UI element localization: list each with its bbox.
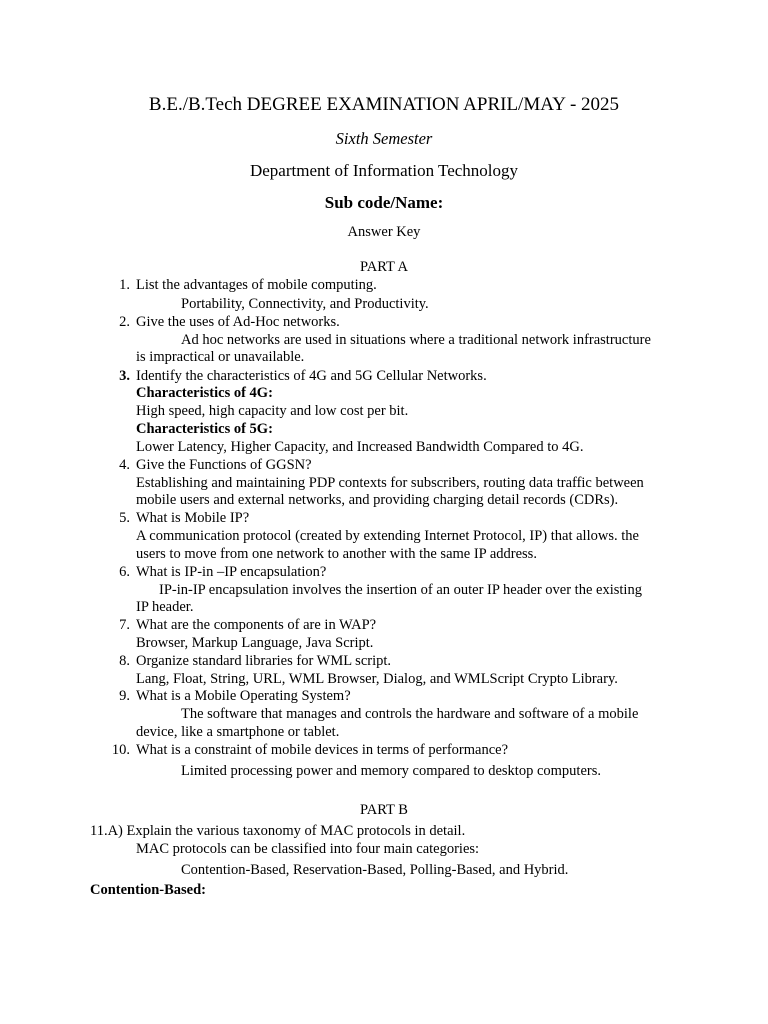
question-text: What is a constraint of mobile devices in terms of performance? (136, 742, 509, 758)
subheading-4g: Characteristics of 4G: (136, 385, 273, 401)
answer-text: users to move from one network to another with the same IP address. (136, 546, 537, 562)
question-text: What is a Mobile Operating System? (136, 688, 351, 704)
question-number: 1. (119, 277, 130, 293)
answer-text: Limited processing power and memory compared to desktop computers. (181, 763, 601, 779)
subject-code-label: Sub code/Name: (324, 193, 444, 212)
answer-text: High speed, high capacity and low cost per bit. (136, 403, 409, 419)
answer-text: MAC protocols can be classified into four main categories: (136, 841, 480, 857)
answer-text: Portability, Connectivity, and Productivity. (181, 296, 429, 312)
question-number: 4. (119, 457, 130, 473)
subheading-5g: Characteristics of 5G: (136, 421, 273, 437)
question-text: Give the uses of Ad-Hoc networks. (136, 314, 340, 330)
answer-text: Establishing and maintaining PDP contexts for subscribers, routing data traffic between (136, 475, 644, 491)
question-text: What is Mobile IP? (136, 510, 250, 526)
question-text: Give the Functions of GGSN? (136, 457, 312, 473)
question-text: What is IP-in –IP encapsulation? (136, 564, 327, 580)
question-text: What are the components of are in WAP? (136, 617, 377, 633)
answer-text: Browser, Markup Language, Java Script. (136, 635, 374, 651)
question-text: Identify the characteristics of 4G and 5G Cellular Networks. (136, 368, 487, 384)
question-number: 10. (111, 742, 130, 758)
answer-text: mobile users and external networks, and providing charging detail records (CDRs). (136, 492, 619, 508)
question-number: 3. (119, 368, 130, 384)
answer-text: IP-in-IP encapsulation involves the insertion of an outer IP header over the existing (159, 582, 642, 598)
exam-title: B.E./B.Tech DEGREE EXAMINATION APRIL/MAY - 2025 (148, 94, 620, 115)
question-text: List the advantages of mobile computing. (136, 277, 377, 293)
answer-text: device, like a smartphone or tablet. (136, 724, 340, 740)
question-number: 2. (119, 314, 130, 330)
contention-based-heading: Contention-Based: (90, 882, 207, 898)
answer-text: is impractical or unavailable. (136, 349, 305, 365)
answer-text: The software that manages and controls the hardware and software of a mobile (181, 706, 639, 722)
question-text: Organize standard libraries for WML script. (136, 653, 392, 669)
answer-text: A communication protocol (created by extending Internet Protocol, IP) that allows. the (136, 528, 639, 544)
question-number: 9. (119, 688, 130, 704)
question-number: 5. (119, 510, 130, 526)
semester-label: Sixth Semester (335, 129, 433, 148)
answer-text: Lang, Float, String, URL, WML Browser, Dialog, and WMLScript Crypto Library. (136, 671, 618, 687)
department-label: Department of Information Technology (249, 161, 519, 180)
answer-text: Contention-Based, Reservation-Based, Polling-Based, and Hybrid. (181, 862, 569, 878)
question-number: 8. (119, 653, 130, 669)
part-b-heading: PART B (360, 802, 408, 818)
question-number: 7. (119, 617, 130, 633)
answer-text: IP header. (136, 599, 194, 615)
part-a-heading: PART A (360, 259, 408, 275)
answer-text: Lower Latency, Higher Capacity, and Increased Bandwidth Compared to 4G. (136, 439, 584, 455)
question-text: 11.A) Explain the various taxonomy of MAC protocols in detail. (90, 823, 466, 839)
question-number: 6. (119, 564, 130, 580)
answer-text: Ad hoc networks are used in situations where a traditional network infrastructure (181, 332, 651, 348)
answer-key-label: Answer Key (347, 224, 421, 240)
